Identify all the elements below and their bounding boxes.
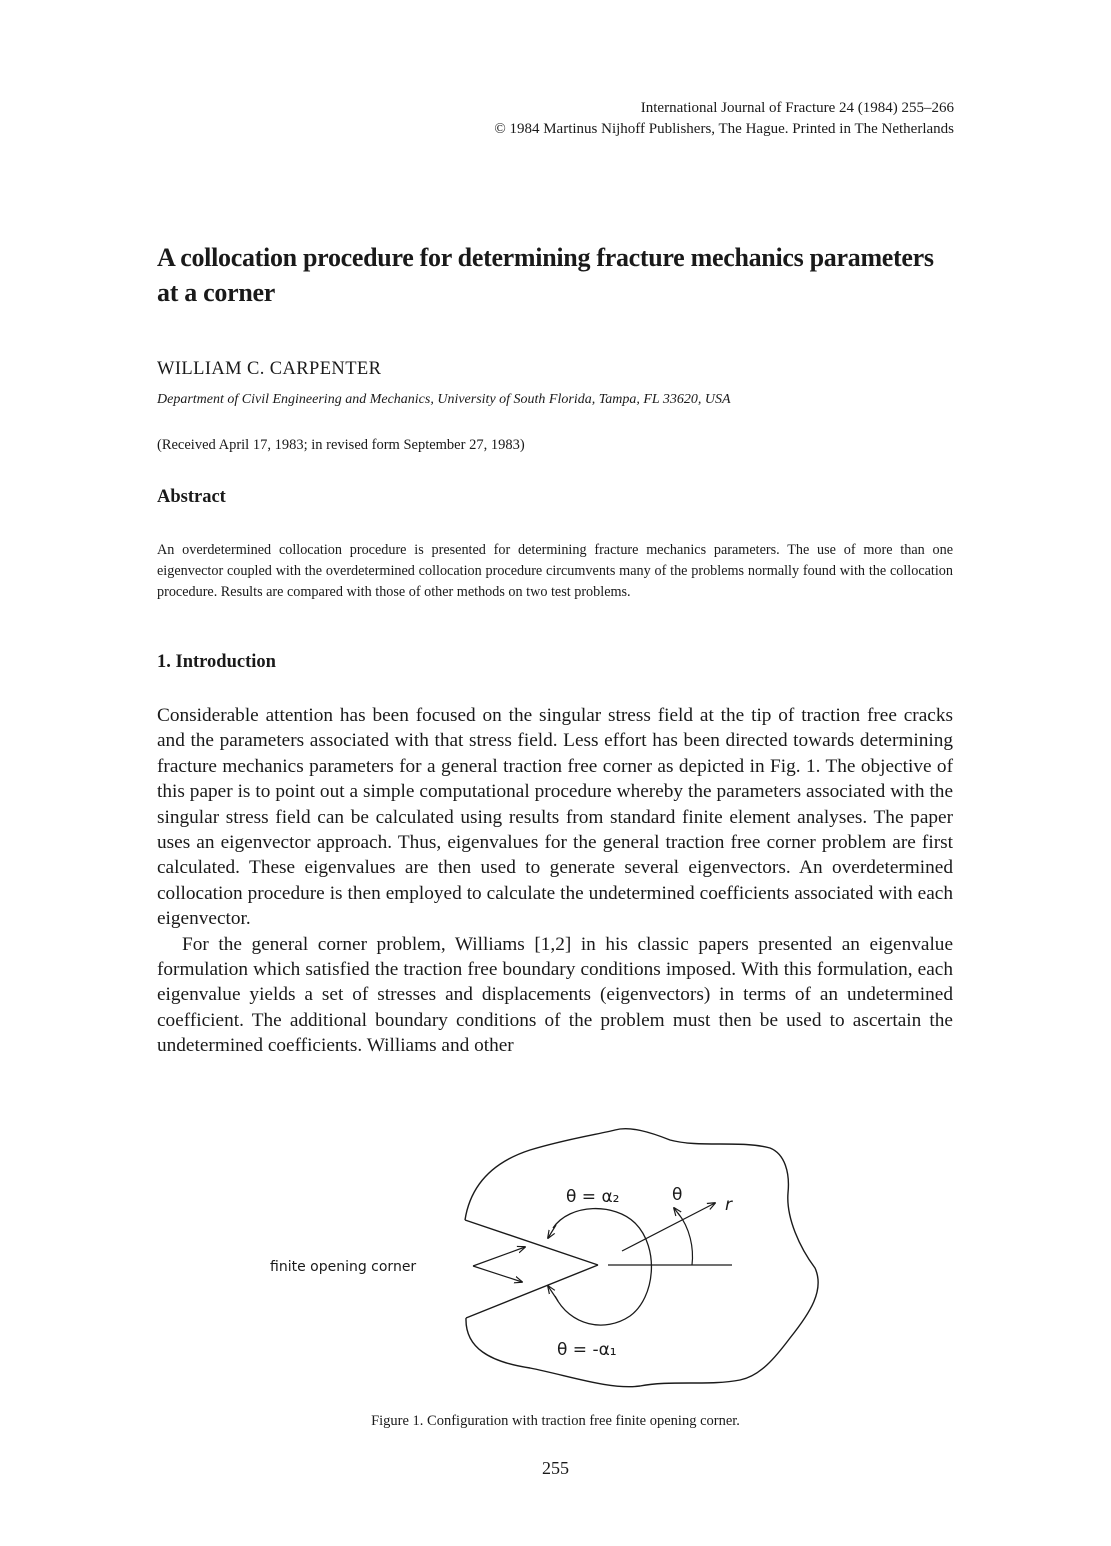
- corner-diagram: [270, 1118, 830, 1398]
- radius-r-line: [622, 1203, 715, 1251]
- abstract-text: An overdetermined collocation procedure is presented for determining fracture mechanics parameters. The use of more than one eigenvector coupled with the overdetermined collocation procedure circumvents many of the problems normally found with the collocation procedure. Results are compared with those of other methods on two test problems.: [157, 542, 953, 600]
- body-boundary: [465, 1129, 818, 1387]
- corner-arrow-lower: [473, 1266, 522, 1282]
- copyright-line: © 1984 Martinus Nijhoff Publishers, The Hague. Printed in The Netherlands: [494, 121, 954, 137]
- page-number: 255: [542, 1458, 569, 1478]
- label-theta: θ: [672, 1185, 683, 1205]
- received-dates: (Received April 17, 1983; in revised form September 27, 1983): [157, 437, 525, 453]
- journal-citation: International Journal of Fracture 24 (1984) 255–266: [640, 100, 954, 116]
- label-r: r: [725, 1195, 732, 1215]
- angle-arc-top-arrow: [548, 1225, 556, 1238]
- upper-corner-face: [465, 1220, 598, 1265]
- figure-caption: Figure 1. Configuration with traction free finite opening corner.: [371, 1413, 740, 1429]
- section-heading-introduction: 1. Introduction: [157, 652, 276, 672]
- paper-title: A collocation procedure for determining fracture mechanics parameters at a corner: [157, 243, 934, 307]
- lower-corner-face: [466, 1265, 598, 1318]
- angle-arc-circle: [553, 1209, 651, 1326]
- figure-1: [270, 1118, 830, 1398]
- theta-arc-arrow: [674, 1208, 680, 1216]
- label-finite-opening-corner: finite opening corner: [270, 1259, 417, 1275]
- angle-arc-bottom-arrow: [548, 1286, 558, 1301]
- intro-paragraph-2: For the general corner problem, Williams [1,2] in his classic papers presented an eigenvalue formulation which satisfied the traction free boundary conditions imposed. With this formulation, each eigenvalue yields a set of stresses and displacements (eigenvectors) in terms of an undetermined coefficient. The additional boundary conditions of the problem must then be used to ascertain the undetermined coefficients. Williams and other: [157, 933, 953, 1057]
- journal-header: [494, 98, 954, 140]
- label-theta-minus-alpha1: θ = -α₁: [557, 1340, 617, 1360]
- label-theta-alpha2: θ = α₂: [566, 1187, 620, 1207]
- author-name: WILLIAM C. CARPENTER: [157, 359, 382, 379]
- abstract-heading: Abstract: [157, 487, 226, 507]
- introduction-body: [157, 703, 953, 1059]
- author-affiliation: Department of Civil Engineering and Mechanics, University of South Florida, Tampa, FL 33620, USA: [157, 392, 731, 407]
- intro-paragraph-1: Considerable attention has been focused on the singular stress field at the tip of traction free cracks and the parameters associated with that stress field. Less effort has been directed towards determining fracture mechanics parameters for a general traction free corner as depicted in Fig. 1. The objective of this paper is to point out a simple computational procedure whereby the parameters associated with the singular stress field can be calculated using results from standard finite element analyses. The paper uses an eigenvector approach. Thus, eigenvalues for the general traction free corner problem are first calculated. These eigenvalues are then used to generate several eigenvectors. An overdetermined collocation procedure is then employed to calculate the undetermined coefficients associated with each eigenvector.: [157, 705, 953, 930]
- corner-arrow-upper: [473, 1247, 525, 1266]
